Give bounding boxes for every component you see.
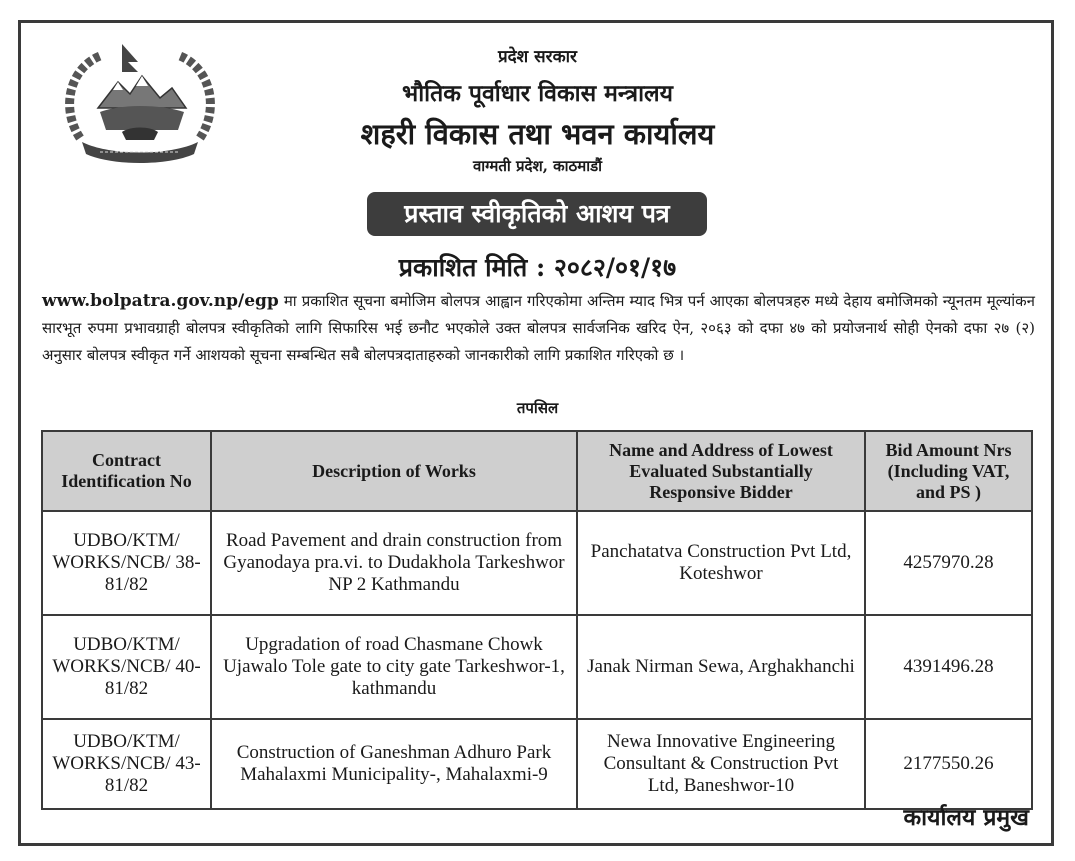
notice-title: प्रस्ताव स्वीकृतिको आशय पत्र bbox=[367, 192, 707, 236]
cell-bidder: Panchatatva Construction Pvt Ltd, Koteshwor bbox=[577, 511, 865, 615]
cell-contract-id: UDBO/KTM/ WORKS/NCB/ 43-81/82 bbox=[42, 719, 211, 809]
header-bid-amount: Bid Amount Nrs (Including VAT, and PS ) bbox=[865, 431, 1032, 511]
table-row bbox=[42, 719, 1032, 809]
table-row bbox=[42, 511, 1032, 615]
cell-description: Construction of Ganeshman Adhuro Park Mahalaxmi Municipality-, Mahalaxmi-9 bbox=[211, 719, 577, 809]
website-link[interactable]: www.bolpatra.gov.np/egp bbox=[42, 291, 279, 311]
bid-table bbox=[41, 430, 1033, 810]
notice-body-text: मा प्रकाशित सूचना बमोजिम बोलपत्र आह्वान गरिएकोमा अन्तिम म्याद भित्र पर्न आएका बोलपत्रहरु मध्ये देहाय बमोजिमको न्यूनतम मूल्यांकन सारभूत रुपमा प्रभावग्राही बोलपत्र स्वीकृतिको लागि सिफारिस भई छनौट भएकोले उक्त बोलपत्र सार्वजनिक खरिद ऐन, २०६३ को दफा ४७ को प्रयोजनार्थ सोही ऐनको दफा २७ (२) अनुसार बोलपत्र स्वीकृत गर्ने आशयको सूचना सम्बन्धित सबै बोलपत्रदाताहरुको जानकारीको लागि प्रकाशित गरिएको छ । bbox=[42, 292, 1035, 364]
header-description: Description of Works bbox=[211, 431, 577, 511]
cell-contract-id: UDBO/KTM/ WORKS/NCB/ 40-81/82 bbox=[42, 615, 211, 719]
cell-bidder: Newa Innovative Engineering Consultant & Construction Pvt Ltd, Baneshwor-10 bbox=[577, 719, 865, 809]
header-province: प्रदेश सरकार bbox=[497, 47, 578, 67]
cell-bid-amount: 4257970.28 bbox=[865, 511, 1032, 615]
table-row bbox=[42, 615, 1032, 719]
cell-description: Upgradation of road Chasmane Chowk Ujawalo Tole gate to city gate Tarkeshwor-1, kathmandu bbox=[211, 615, 577, 719]
header-location: वाग्मती प्रदेश, काठमाडौं bbox=[472, 157, 603, 175]
cell-bidder: Janak Nirman Sewa, Arghakhanchi bbox=[577, 615, 865, 719]
cell-description: Road Pavement and drain construction from Gyanodaya pra.vi. to Dudakhola Tarkeshwor NP 2 Kathmandu bbox=[211, 511, 577, 615]
cell-bid-amount: 4391496.28 bbox=[865, 615, 1032, 719]
header-bidder: Name and Address of Lowest Evaluated Substantially Responsive Bidder bbox=[577, 431, 865, 511]
header-office: शहरी विकास तथा भवन कार्यालय bbox=[360, 117, 715, 151]
header-contract-id: Contract Identification No bbox=[42, 431, 211, 511]
notice-body bbox=[42, 288, 1035, 369]
cell-contract-id: UDBO/KTM/ WORKS/NCB/ 38-81/82 bbox=[42, 511, 211, 615]
table-header-row bbox=[42, 431, 1032, 511]
schedule-label: तपसिल bbox=[516, 399, 559, 417]
published-date: प्रकाशित मिति : २०८२/०१/१७ bbox=[398, 253, 677, 282]
office-chief-signoff: कार्यालय प्रमुख bbox=[903, 804, 1029, 831]
header-ministry: भौतिक पूर्वाधार विकास मन्त्रालय bbox=[402, 80, 673, 107]
cell-bid-amount: 2177550.26 bbox=[865, 719, 1032, 809]
